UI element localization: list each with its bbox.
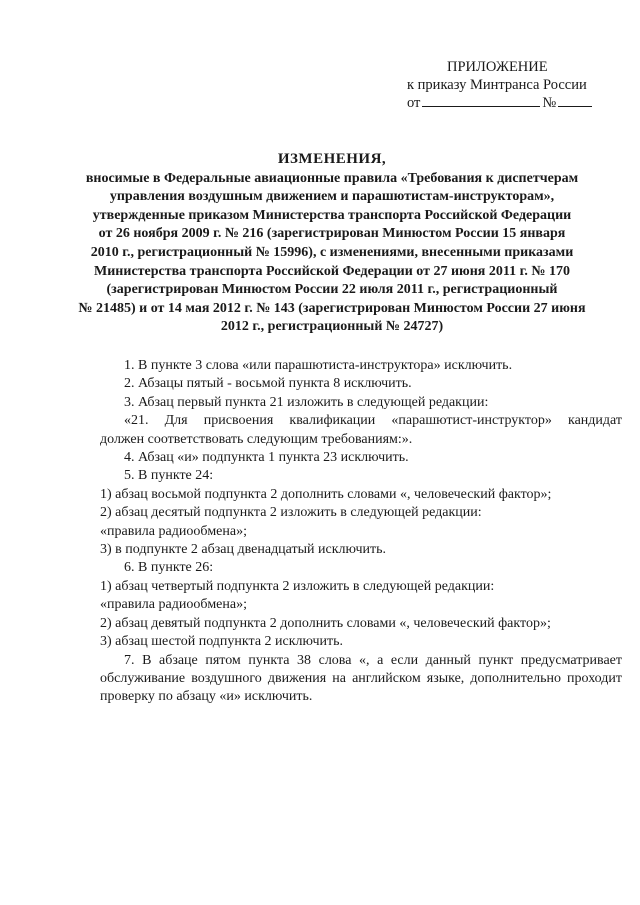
paragraph-3: 3. Абзац первый пункта 21 изложить в следующей редакции: [124,394,489,410]
heading-line: № 21485) и от 14 мая 2012 г. № 143 (зарегистрирован Минюстом России 27 июня [78,300,586,316]
heading-line: 2010 г., регистрационный № 15996), с изменениями, внесенными приказами [90,244,574,260]
document-heading [66,150,598,337]
heading-line: от 26 ноября 2009 г. № 216 (зарегистрирован Минюстом России 15 января [98,226,566,242]
paragraph-1: 1. В пункте 3 слова «или парашютиста-инструктора» исключить. [124,358,513,373]
paragraph-5-item-2: 2) абзац десятый подпункта 2 изложить в следующей редакции: [100,505,482,521]
heading-line: управления воздушным движением и парашютистам-инструкторам», [109,189,555,205]
document-body [100,357,622,707]
paragraph-7-line: 7. В абзаце пятом пункта 38 слова «, а если данный пункт предусматривает [124,652,622,668]
paragraph-2: 2. Абзацы пятый - восьмой пункта 8 исключить. [124,376,412,392]
heading-line: (зарегистрирован Минюстом России 22 июля 2011 г., регистрационный [106,282,558,298]
paragraph-5-item-1: 1) абзац восьмой подпункта 2 дополнить словами «, человеческий фактор»; [100,486,552,502]
appendix-number-label: № [542,95,557,111]
heading-line: вносимые в Федеральные авиационные правила «Требования к диспетчерам [85,170,579,186]
date-blank [422,94,540,107]
paragraph-3-quote-line: «21. Для присвоения квалификации «парашютист-инструктор» кандидат [124,413,622,429]
paragraph-4: 4. Абзац «и» подпункта 1 пункта 23 исключить. [124,450,409,466]
heading-line: 2012 г., регистрационный № 24727) [220,319,444,335]
paragraph-5: 5. В пункте 24: [124,468,214,484]
paragraph-7-line: обслуживание воздушного движения на английском языке, дополнительно проходит [100,670,622,686]
paragraph-6: 6. В пункте 26: [124,560,214,576]
paragraph-3-quote-line: должен соответствовать следующим требованиям:». [100,431,413,447]
appendix-order-ref: к приказу Минтранса России [407,77,587,93]
paragraph-6-item-2: 2) абзац девятый подпункта 2 дополнить словами «, человеческий фактор»; [100,615,551,631]
appendix-block [400,58,610,112]
appendix-from-label: от [407,95,421,111]
heading-title: ИЗМЕНЕНИЯ, [277,151,387,167]
paragraph-6-item-1: 1) абзац четвертый подпункта 2 изложить в следующей редакции: [100,578,495,594]
paragraph-5-item-3: 3) в подпункте 2 абзац двенадцатый исключить. [100,542,387,558]
appendix-title: ПРИЛОЖЕНИЕ [447,59,548,75]
heading-line: утвержденные приказом Министерства транспорта Российской Федерации [92,207,572,223]
paragraph-6-item-1-quote: «правила радиообмена»; [100,597,247,613]
heading-line: Министерства транспорта Российской Федерации от 27 июня 2011 г. № 170 [94,263,570,279]
paragraph-6-item-3: 3) абзац шестой подпункта 2 исключить. [100,634,343,650]
paragraph-5-item-2-quote: «правила радиообмена»; [100,523,247,539]
paragraph-7-line: проверку по абзацу «и» исключить. [100,689,313,705]
appendix-date-number-line [400,94,610,112]
number-blank [558,94,592,107]
